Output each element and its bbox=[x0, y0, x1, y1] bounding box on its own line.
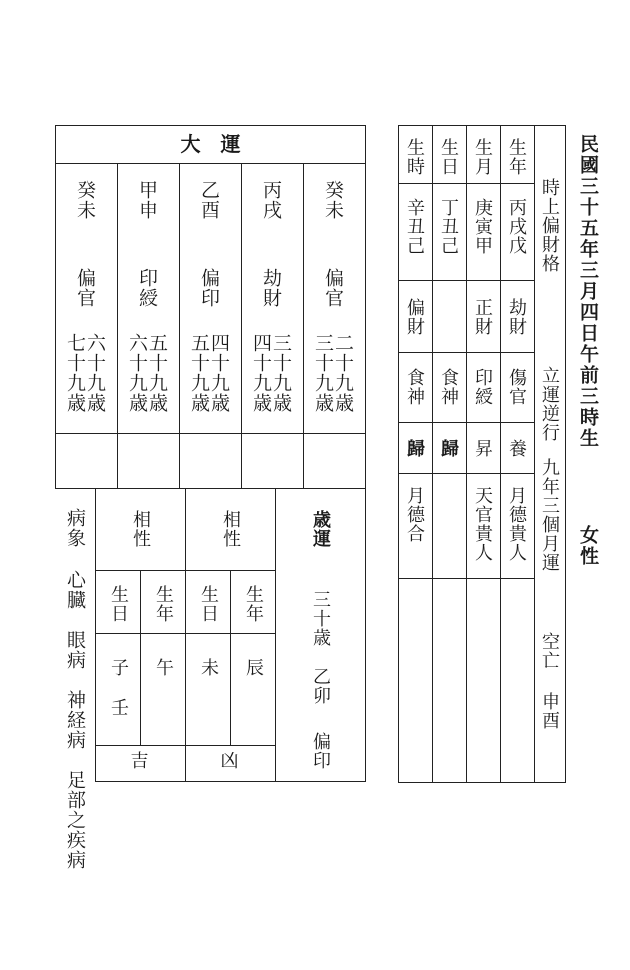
daiun-age-b: 六十九歳 bbox=[126, 333, 148, 413]
pillar-stems: 丙戌戊 bbox=[506, 198, 527, 255]
daiun-age-a: 二十九歳 bbox=[332, 333, 354, 413]
daiun-ganzhi: 乙酉 bbox=[198, 180, 220, 220]
pillar-stems: 辛丑己 bbox=[404, 198, 425, 255]
luck-age-text: 九年三個月運 bbox=[539, 458, 560, 572]
void-branches: 申酉 bbox=[539, 692, 560, 730]
compat-bad-day-value: 未 bbox=[198, 658, 219, 677]
daiun-age-b: 三十九歳 bbox=[312, 333, 334, 413]
illness-label: 病象 bbox=[64, 508, 86, 548]
gender-label: 女性 bbox=[577, 525, 599, 567]
compat-bad-year-value: 辰 bbox=[243, 658, 264, 677]
daiun-ganzhi: 癸未 bbox=[322, 180, 344, 220]
daiun-ten-god: 印綬 bbox=[136, 268, 158, 308]
pillar-stage: 養 bbox=[506, 439, 527, 458]
daiun-age-b: 五十九歳 bbox=[188, 333, 210, 413]
pillar-ten-god-stem: 劫財 bbox=[506, 298, 527, 336]
illness-list: 心臓 眼病 神経病 足部之疾病 bbox=[64, 570, 86, 870]
saiun-age: 三十歳 bbox=[310, 590, 331, 647]
daiun-age-b: 四十九歳 bbox=[250, 333, 272, 413]
daiun-age-a: 三十九歳 bbox=[270, 333, 292, 413]
saiun-ganzhi: 乙卯 bbox=[310, 667, 331, 705]
compat-good-verdict: 吉 bbox=[130, 751, 150, 772]
pillar-label: 生年 bbox=[506, 138, 527, 176]
pillar-stars: 月德貴人 bbox=[506, 486, 527, 562]
pillar-stars: 天官貴人 bbox=[472, 486, 493, 562]
saiun-label: 歳運 bbox=[310, 510, 331, 548]
daiun-age-b: 七十九歳 bbox=[64, 333, 86, 413]
compat-bad-year-label: 生年 bbox=[243, 585, 264, 623]
daiun-ganzhi: 癸未 bbox=[74, 180, 96, 220]
saiun-ten-god: 偏印 bbox=[310, 732, 331, 770]
pillar-stage: 昇 bbox=[472, 439, 493, 458]
daiun-ten-god: 偏印 bbox=[198, 268, 220, 308]
pillar-stage: 歸 bbox=[404, 439, 425, 458]
pillar-ten-god-branch: 傷官 bbox=[506, 368, 527, 406]
pattern-text: 時上偏財格 bbox=[539, 178, 560, 273]
compat-good-year-label: 生年 bbox=[153, 585, 174, 623]
page-title: 民國三十五年三月四日午前三時生 bbox=[577, 134, 599, 449]
pillar-ten-god-branch: 食神 bbox=[404, 368, 425, 406]
luck-start-text: 立運逆行 bbox=[539, 366, 560, 442]
daiun-ganzhi: 丙戌 bbox=[260, 180, 282, 220]
pillar-ten-god-stem: 正財 bbox=[472, 298, 493, 336]
pillar-stems: 庚寅甲 bbox=[472, 198, 493, 255]
pillar-ten-god-branch: 食神 bbox=[438, 368, 459, 406]
compat-good-day-label: 生日 bbox=[108, 585, 129, 623]
daiun-title: 大 運 bbox=[180, 132, 241, 156]
daiun-age-a: 六十九歳 bbox=[84, 333, 106, 413]
pillar-label: 生月 bbox=[472, 138, 493, 176]
void-label: 空亡 bbox=[539, 632, 560, 670]
compat-bad-day-label: 生日 bbox=[198, 585, 219, 623]
compat-good-day-value-2: 壬 bbox=[108, 698, 129, 717]
compat-bad-label: 相性 bbox=[220, 510, 241, 548]
pillar-stars: 月德合 bbox=[404, 486, 425, 543]
daiun-age-a: 五十九歳 bbox=[146, 333, 168, 413]
pillar-stems: 丁丑己 bbox=[438, 198, 459, 255]
pillar-ten-god-branch: 印綬 bbox=[472, 368, 493, 406]
pillar-label: 生時 bbox=[404, 138, 425, 176]
daiun-ten-god: 偏官 bbox=[322, 268, 344, 308]
compat-good-day-value: 子 bbox=[108, 658, 129, 677]
pillar-stage: 歸 bbox=[438, 439, 459, 458]
daiun-ten-god: 劫財 bbox=[260, 268, 282, 308]
pillar-label: 生日 bbox=[438, 138, 459, 176]
daiun-ganzhi: 甲申 bbox=[136, 180, 158, 220]
pillar-ten-god-stem: 偏財 bbox=[404, 298, 425, 336]
daiun-age-a: 四十九歳 bbox=[208, 333, 230, 413]
compat-good-year-value: 午 bbox=[153, 658, 174, 677]
compat-bad-verdict: 凶 bbox=[220, 751, 240, 772]
daiun-ten-god: 偏官 bbox=[74, 268, 96, 308]
compat-good-label: 相性 bbox=[130, 510, 151, 548]
